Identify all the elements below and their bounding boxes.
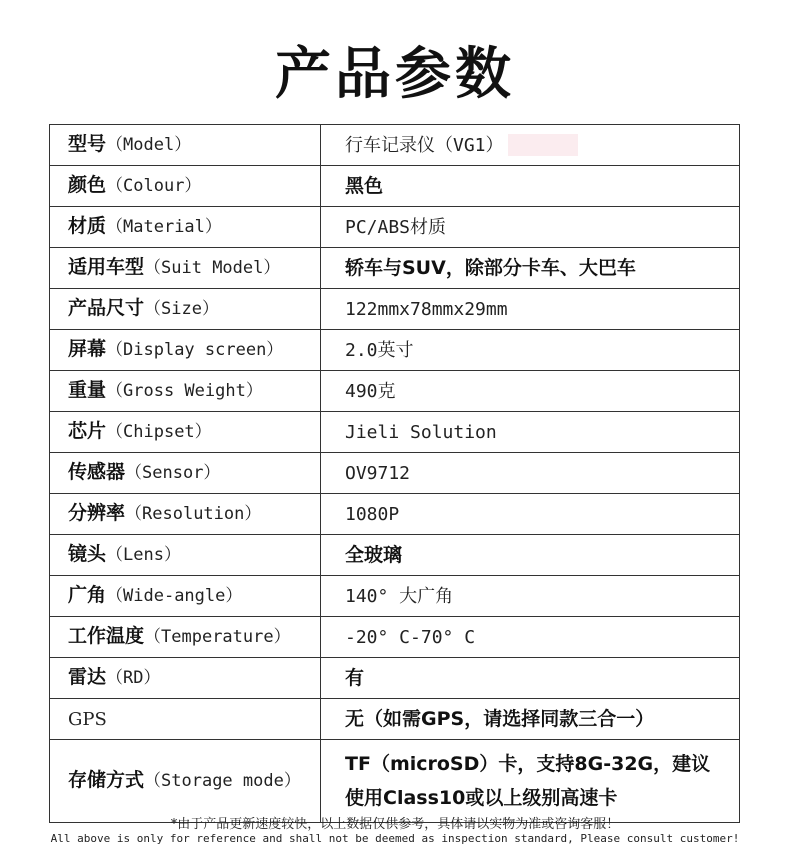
spec-key-en: （Resolution） <box>125 504 262 524</box>
spec-value: 122mmx78mmx29mm <box>345 298 508 320</box>
spec-row <box>50 617 740 658</box>
spec-key-en: （Suit Model） <box>144 258 281 278</box>
spec-value-cell <box>321 494 740 535</box>
spec-row <box>50 248 740 289</box>
spec-key-cn: 适用车型 <box>68 256 145 278</box>
spec-value: 全玻璃 <box>345 543 403 566</box>
spec-row <box>50 699 740 740</box>
spec-key-en: （Storage mode） <box>144 771 301 791</box>
spec-table <box>49 124 740 823</box>
page-title: 产品参数 <box>275 42 515 107</box>
spec-value-cell <box>321 412 740 453</box>
spec-value-cell <box>321 289 740 330</box>
spec-key-cn: 工作温度 <box>68 625 145 647</box>
spec-key-cn: 颜色 <box>68 174 107 196</box>
spec-value: OV9712 <box>345 462 411 484</box>
spec-key-cell <box>50 535 321 576</box>
spec-row <box>50 166 740 207</box>
spec-key-en: （Size） <box>144 299 219 319</box>
spec-value-cell <box>321 617 740 658</box>
spec-value: 黑色 <box>345 174 384 197</box>
spec-value-cell <box>321 371 740 412</box>
spec-value-cell <box>321 658 740 699</box>
spec-row <box>50 207 740 248</box>
spec-value: -20° C-70° C <box>345 626 476 648</box>
spec-key-cell <box>50 371 321 412</box>
spec-value: 无（如需GPS，请选择同款三合一） <box>345 707 655 730</box>
spec-key-en: （Material） <box>106 217 222 237</box>
spec-key-en: （Lens） <box>106 545 181 565</box>
spec-key-en: （Temperature） <box>144 627 291 647</box>
spec-row <box>50 535 740 576</box>
spec-row <box>50 453 740 494</box>
spec-key-en: （Model） <box>106 135 192 155</box>
spec-value: 有 <box>345 666 365 689</box>
highlight-mark <box>508 134 578 156</box>
spec-value: 140° 大广角 <box>345 585 454 607</box>
spec-row <box>50 289 740 330</box>
spec-value-cell <box>321 535 740 576</box>
spec-key-cn: 重量 <box>68 379 107 401</box>
spec-key-cn: 屏幕 <box>68 338 107 360</box>
spec-key-cell <box>50 248 321 289</box>
spec-row <box>50 412 740 453</box>
spec-key-cell <box>50 289 321 330</box>
spec-row <box>50 658 740 699</box>
spec-key-cn: GPS <box>68 708 107 730</box>
spec-key-cell <box>50 494 321 535</box>
spec-key-cn: 存储方式 <box>68 769 145 791</box>
spec-table-body <box>50 125 740 823</box>
spec-key-cn: 分辨率 <box>68 502 126 524</box>
footnote-en: All above is only for reference and shall not be deemed as inspection standard, Please consult customer! <box>50 832 740 845</box>
spec-key-cn: 材质 <box>68 215 107 237</box>
spec-value: 1080P <box>345 503 400 525</box>
spec-key-cn: 型号 <box>68 133 107 155</box>
spec-value-cell <box>321 248 740 289</box>
spec-key-cell <box>50 453 321 494</box>
spec-value: 2.0英寸 <box>345 339 414 361</box>
spec-row <box>50 330 740 371</box>
spec-key-en: （Chipset） <box>106 422 212 442</box>
spec-key-cell <box>50 330 321 371</box>
spec-value-cell <box>321 125 740 166</box>
spec-value: 行车记录仪（VG1） <box>345 134 504 156</box>
spec-row <box>50 494 740 535</box>
spec-value-cell <box>321 330 740 371</box>
spec-key-cell <box>50 166 321 207</box>
spec-row <box>50 740 740 823</box>
spec-key-cell <box>50 699 321 740</box>
spec-value: Jieli Solution <box>345 421 497 443</box>
spec-key-cn: 镜头 <box>68 543 107 565</box>
spec-key-cn: 芯片 <box>68 420 107 442</box>
spec-key-en: （Gross Weight） <box>106 381 263 401</box>
spec-key-cell <box>50 617 321 658</box>
spec-key-cell <box>50 412 321 453</box>
spec-value-cell <box>321 207 740 248</box>
spec-key-en: （Colour） <box>106 176 202 196</box>
spec-key-cn: 雷达 <box>68 666 107 688</box>
spec-row <box>50 576 740 617</box>
footnote-cn: *由于产品更新速度较快，以上数据仅供参考，具体请以实物为准或咨询客服！ <box>170 817 620 832</box>
spec-row <box>50 125 740 166</box>
spec-value: 轿车与SUV，除部分卡车、大巴车 <box>345 256 636 279</box>
spec-row <box>50 371 740 412</box>
spec-key-cell <box>50 125 321 166</box>
spec-value-cell <box>321 166 740 207</box>
spec-key-en: （Wide-angle） <box>106 586 243 606</box>
spec-key-cn: 产品尺寸 <box>68 297 145 319</box>
spec-key-cn: 传感器 <box>68 461 126 483</box>
spec-key-cell <box>50 740 321 823</box>
spec-key-cell <box>50 207 321 248</box>
spec-key-en: （Display screen） <box>106 340 284 360</box>
spec-value: TF（microSD）卡，支持8G-32G，建议使用Class10或以上级别高速卡 <box>345 753 711 809</box>
spec-key-en: （RD） <box>106 668 161 688</box>
spec-key-cell <box>50 576 321 617</box>
spec-value: 490克 <box>345 380 396 402</box>
spec-key-cell <box>50 658 321 699</box>
spec-value-cell <box>321 453 740 494</box>
spec-key-en: （Sensor） <box>125 463 221 483</box>
spec-value-cell <box>321 699 740 740</box>
spec-value-cell <box>321 740 740 823</box>
spec-value: PC/ABS材质 <box>345 216 447 238</box>
spec-value-cell <box>321 576 740 617</box>
spec-key-cn: 广角 <box>68 584 107 606</box>
